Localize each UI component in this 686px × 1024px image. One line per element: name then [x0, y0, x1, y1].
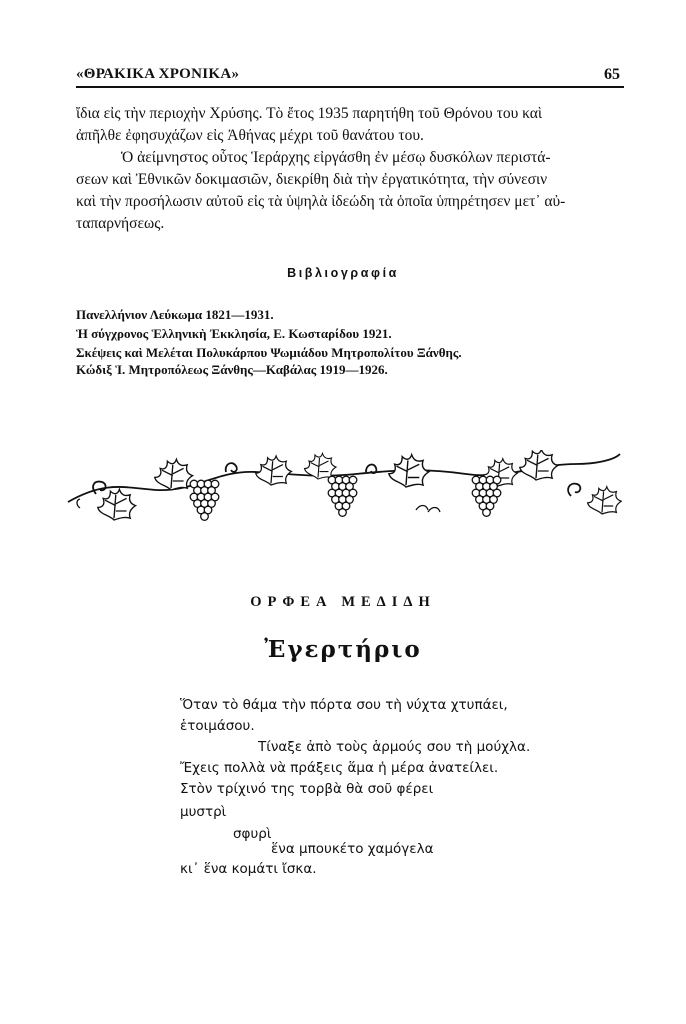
poem-line: σφυρὶ: [233, 826, 272, 842]
poem-line: κι᾽ ἕνα κομάτι ἴσκα.: [180, 861, 317, 877]
bibliography-entry: Σκέψεις καὶ Μελέται Πολυκάρπου Ψωμιάδου Μητροπολίτου Ξάνθης.: [76, 345, 462, 360]
poem-line: ἑτοιμάσου.: [180, 718, 255, 734]
poem-line: μυστρὶ: [180, 804, 227, 820]
journal-title: «ΘΡΑΚΙΚΑ ΧΡΟΝΙΚΑ»: [76, 66, 240, 82]
bibliography-entry: Ἡ σύγχρονος Ἑλληνικὴ Ἐκκλησία, Ε. Κωσταρίδου 1921.: [76, 326, 392, 341]
poem-title: Ἐγερτήριο: [264, 636, 422, 663]
paragraph-line: ταπαρνήσεως.: [76, 215, 165, 232]
paragraph-line: Ὁ ἀείμνηστος οὗτος Ἱεράρχης εἰργάσθη ἐν μέσῳ δυσκόλων περιστά-: [121, 149, 551, 166]
poem-line: ἕνα μπουκέτο χαμόγελα: [271, 841, 434, 857]
paragraph-line: καὶ τὴν προσήλωσιν αὐτοῦ εἰς τὰ ὑψηλὰ ἰδεώδη τὰ ὁποῖα ὑπηρέτησεν μετ᾽ αὐ-: [76, 193, 566, 210]
header-rule: [76, 86, 624, 88]
poem-line: Στὸν τρίχινό της τορβὰ θὰ σοῦ φέρει: [180, 781, 434, 797]
grapevine-ornament-icon: [66, 450, 622, 530]
paragraph-line: ἴδια εἰς τὴν περιοχὴν Χρύσης. Τὸ ἔτος 1935 παρητήθη τοῦ Θρόνου του καὶ: [76, 105, 543, 122]
poem-line: Ὅταν τὸ θάμα τὴν πόρτα σου τὴ νύχτα χτυπάει,: [180, 697, 508, 713]
poem-line: Ἔχεις πολλὰ νὰ πράξεις ἅμα ἡ μέρα ἀνατείλει.: [180, 760, 499, 776]
bibliography-entry: Πανελλήνιον Λεύκωμα 1821—1931.: [76, 307, 274, 322]
bibliography-title: Βιβλιογραφία: [287, 266, 399, 280]
paragraph-line: ἀπῆλθε ἐφησυχάζων εἰς Ἀθήνας μέχρι τοῦ θανάτου του.: [76, 127, 424, 144]
page-number: 65: [604, 66, 620, 83]
poem-line: Τίναξε ἀπὸ τοὺς ἁρμούς σου τὴ μούχλα.: [258, 739, 531, 755]
poem-author: ΟΡΦΕΑ ΜΕΔΙΔΗ: [250, 594, 436, 610]
paragraph-line: σεων καὶ Ἐθνικῶν δοκιμασιῶν, διεκρίθη διὰ τὴν ἐργατικότητα, τὴν σύνεσιν: [76, 171, 548, 188]
bibliography-entry: Κώδιξ Ἱ. Μητροπόλεως Ξάνθης—Καβάλας 1919—1926.: [76, 362, 388, 377]
